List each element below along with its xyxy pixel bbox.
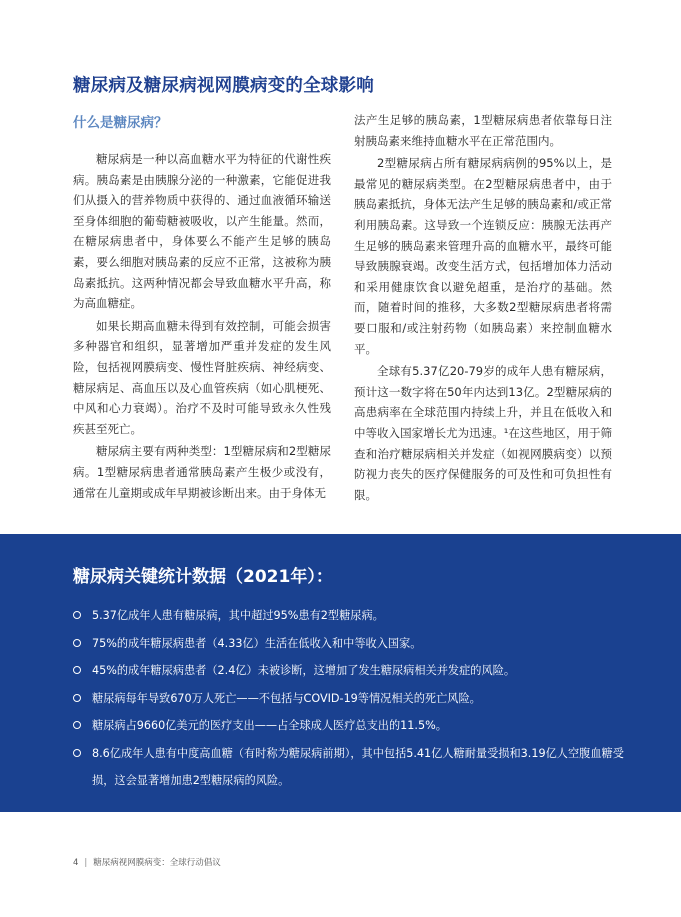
page-title: 糖尿病及糖尿病视网膜病变的全球影响 <box>73 76 374 96</box>
stats-item-text: 75%的成年糖尿病患者（4.33亿）生活在低收入和中等收入国家。 <box>92 636 422 650</box>
stats-item <box>73 740 633 795</box>
paragraph: 糖尿病是一种以高血糖水平为特征的代谢性疾病。胰岛素是由胰腺分泌的一种激素，它能促进我们从摄入的营养物质中获得的、通过血液循环输送至身体细胞的葡萄糖被吸收，以产生能量。然而，在糖尿病患者中，身体要么不能产生足够的胰岛素，要么细胞对胰岛素的反应不正常，这被称为胰岛素抵抗。这两种情况都会导致血糖水平升高，称为高血糖症。 <box>73 152 331 311</box>
paragraph: 如果长期高血糖未得到有效控制，可能会损害多种器官和组织，显著增加严重并发症的发生风险，包括视网膜病变、慢性肾脏疾病、神经病变、糖尿病足、高血压以及心血管疾病（如心肌梗死、中风和心力衰竭）。治疗不及时可能导致永久性残疾甚至死亡。 <box>73 318 331 436</box>
footer-text: 糖尿病视网膜病变：全球行动倡议 <box>93 858 221 868</box>
stats-item-text: 8.6亿成年人患有中度高血糖（有时称为糖尿病前期），其中包括5.41亿人糖耐量受损和3.19亿人空腹血糖受损，这会显著增加患2型糖尿病的风险。 <box>92 746 624 787</box>
stats-panel <box>0 534 681 812</box>
stats-item-text: 45%的成年糖尿病患者（2.4亿）未被诊断，这增加了发生糖尿病相关并发症的风险。 <box>92 664 516 677</box>
circle-bullet-icon <box>73 639 81 647</box>
stats-item <box>73 630 633 658</box>
paragraph: 2型糖尿病占所有糖尿病病例的95%以上，是最常见的糖尿病类型。在2型糖尿病患者中，由于胰岛素抵抗，身体无法产生足够的胰岛素和/或正常利用胰岛素。这导致一个连锁反应：胰腺无法再产生足够的胰岛素来管理升高的血糖水平，最终可能导致胰腺衰竭。改变生活方式，包括增加体力活动和采用健康饮食以避免超重，是治疗的基础。然而，随着时间的推移，大多数2型糖尿病患者将需要口服和/或注射药物（如胰岛素）来控制血糖水平。 <box>354 156 612 356</box>
stats-item-text: 5.37亿成年人患有糖尿病，其中超过95%患有2型糖尿病。 <box>92 609 384 622</box>
stats-item-text: 糖尿病占9660亿美元的医疗支出——占全球成人医疗总支出的11.5%。 <box>92 719 447 732</box>
circle-bullet-icon <box>73 749 81 757</box>
circle-bullet-icon <box>73 611 81 619</box>
paragraph-continuation: 法产生足够的胰岛素，1型糖尿病患者依靠每日注射胰岛素来维持血糖水平在正常范围内。 <box>354 113 612 148</box>
stats-item <box>73 657 633 685</box>
paragraph: 全球有5.37亿20-79岁的成年人患有糖尿病，预计这一数字将在50年内达到13亿。2型糖尿病的高患病率在全球范围内持续上升，并且在低收入和中等收入国家增长尤为迅速。¹在这些地区，用于筛查和治疗糖尿病相关并发症（如视网膜病变）以预防视力丧失的医疗保健服务的可及性和可负担性有限。 <box>354 364 612 502</box>
circle-bullet-icon <box>73 694 81 702</box>
left-column <box>73 110 331 505</box>
stats-item <box>73 602 633 630</box>
stats-list <box>73 602 633 795</box>
page-number: 4 <box>73 858 79 868</box>
circle-bullet-icon <box>73 666 81 674</box>
stats-item-text: 糖尿病每年导致670万人死亡——不包括与COVID-19等情况相关的死亡风险。 <box>92 691 481 705</box>
stats-title: 糖尿病关键统计数据（2021年）： <box>73 567 333 587</box>
footer-separator: | <box>84 858 88 868</box>
paragraph: 糖尿病主要有两种类型：1型糖尿病和2型糖尿病。1型糖尿病患者通常胰岛素产生极少或没有，通常在儿童期或成年早期被诊断出来。由于身体无 <box>73 444 331 500</box>
stats-item <box>73 712 633 740</box>
right-column <box>354 110 612 507</box>
circle-bullet-icon <box>73 721 81 729</box>
page-footer <box>73 856 221 868</box>
section-heading: 什么是糖尿病？ <box>73 115 168 131</box>
stats-item <box>73 685 633 713</box>
